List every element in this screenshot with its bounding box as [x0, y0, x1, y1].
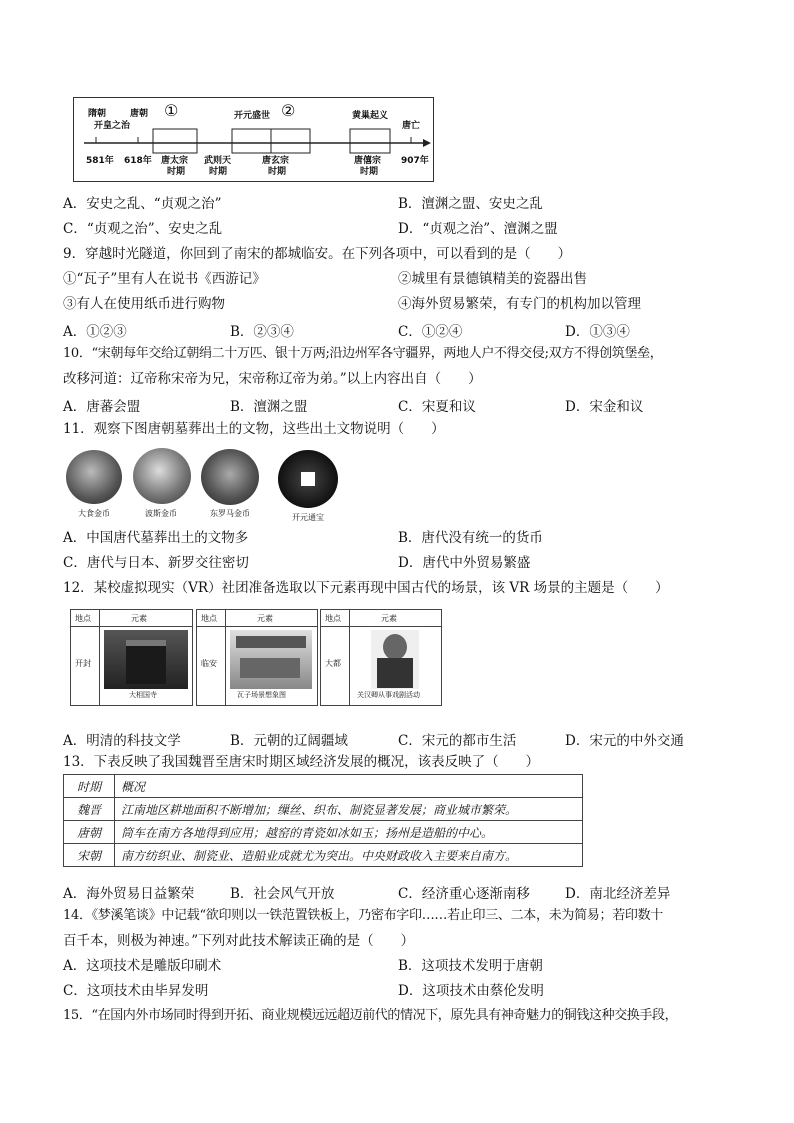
q13-option-d[interactable]: D．南北经济差异: [565, 886, 671, 902]
vr-panel-linan: [196, 609, 318, 706]
q13-option-c[interactable]: C．经济重心逐渐南移: [398, 886, 530, 902]
panel-caption: 关汉卿从事戏剧活动: [357, 691, 420, 699]
table-cell: 唐朝: [64, 821, 115, 844]
q9-option-b[interactable]: B．②③④: [230, 324, 294, 340]
tl-kaihuang: 开皇之治: [94, 121, 131, 131]
q9-item-4: ④海外贸易繁荣，有专门的机构加以管理: [398, 296, 641, 312]
coin-dashi-image: [66, 450, 122, 504]
panel-place: 大都: [325, 659, 341, 668]
table-cell: 筒车在南方各地得到应用；越窑的青瓷如冰如玉；扬州是造船的中心。: [115, 821, 583, 844]
panel-caption: 瓦子场景想象图: [237, 691, 286, 699]
table-header: 时期: [64, 775, 115, 798]
q11-option-a[interactable]: A．中国唐代墓葬出土的文物多: [63, 530, 249, 546]
q9-item-2: ②城里有景德镇精美的瓷器出售: [398, 271, 587, 287]
vr-panel-kaifeng: [70, 609, 193, 706]
table-header: 概况: [115, 775, 583, 798]
tl-blank-2: ②: [281, 101, 296, 120]
tl-taizong: 唐太宗: [161, 156, 189, 166]
tl-xizong-era: 时期: [360, 167, 379, 177]
tl-year-907: 907年: [401, 156, 429, 166]
q9-item-3: ③有人在使用纸币进行购物: [63, 296, 225, 312]
q14-stem-line2: 百千本，则极为神速。”下列对此技术解读正确的是（ ）: [63, 933, 415, 949]
q9-option-d[interactable]: D．①③④: [565, 324, 630, 340]
tl-wuzetian: 武则天: [204, 156, 232, 166]
q14-option-b[interactable]: B．这项技术发明于唐朝: [398, 958, 543, 974]
q13-option-b[interactable]: B．社会风气开放: [230, 886, 335, 902]
panel-place: 临安: [201, 659, 217, 668]
wazi-scene-image: [230, 630, 312, 689]
q10-option-d[interactable]: D．宋金和议: [565, 399, 644, 415]
table-cell: 宋朝: [64, 844, 115, 867]
coin-kaiyuan-image: [278, 450, 338, 508]
panel-header-element: 元素: [131, 614, 147, 623]
panel-caption: 大相国寺: [129, 691, 157, 699]
q11-option-b[interactable]: B．唐代没有统一的货币: [398, 530, 543, 546]
economy-table: [63, 774, 583, 867]
panel-header-place: 地点: [325, 614, 341, 623]
coin-caption-2: 波斯金币: [145, 509, 177, 518]
q10-option-b[interactable]: B．澶渊之盟: [230, 399, 308, 415]
tl-huangchao: 黄巢起义: [352, 111, 389, 121]
panel-header-place: 地点: [201, 614, 217, 623]
q9-item-1: ①“瓦子”里有人在说书《西游记》: [63, 271, 266, 287]
q9-option-a[interactable]: A．①②③: [63, 324, 127, 340]
q10-option-a[interactable]: A．唐蕃会盟: [63, 399, 141, 415]
table-row: [64, 844, 583, 867]
tl-blank-1: ①: [164, 101, 179, 120]
q14-option-d[interactable]: D．这项技术由蔡伦发明: [398, 983, 544, 999]
q12-option-a[interactable]: A．明清的科技文学: [63, 733, 181, 749]
table-cell: 南方纺织业、制瓷业、造船业成就尤为突出。中央财政收入主要来自南方。: [115, 844, 583, 867]
tl-xuanzong-era: 时期: [268, 167, 287, 177]
tl-kaiyuan: 开元盛世: [234, 111, 271, 121]
table-header-row: [64, 775, 583, 798]
panel-place: 开封: [75, 659, 91, 668]
q8-option-b[interactable]: B．澶渊之盟、安史之乱: [398, 196, 543, 212]
q12-option-d[interactable]: D．宋元的中外交通: [565, 733, 684, 749]
timeline-figure: [73, 97, 434, 182]
table-cell: 魏晋: [64, 798, 115, 821]
q13-option-a[interactable]: A．海外贸易日益繁荣: [63, 886, 195, 902]
vr-panel-dadu: [320, 609, 442, 706]
coin-caption-3: 东罗马金币: [210, 509, 250, 518]
square-hole: [301, 472, 315, 486]
q14-stem-line1: 14．《梦溪笔谈》中记载“欲印则以一铁范置铁板上，乃密布字印……若止印三、二本，未为简易；若印数十: [63, 908, 663, 923]
table-cell: 江南地区耕地面积不断增加；缫丝、织布、制瓷显著发展；商业城市繁荣。: [115, 798, 583, 821]
q10-stem-line1: 10．“宋朝每年交给辽朝绢二十万匹、银十万两;沿边州军各守疆界，两地人户不得交侵;双方不得创筑堡垒，: [63, 346, 663, 361]
q12-option-b[interactable]: B．元朝的辽阔疆域: [230, 733, 348, 749]
q11-stem: 11．观察下图唐朝墓葬出土的文物，这些出土文物说明（ ）: [63, 421, 445, 437]
guan-hanqing-image: [371, 630, 419, 689]
coin-caption-4: 开元通宝: [292, 513, 324, 522]
tl-xizong: 唐僖宗: [354, 156, 382, 166]
panel-header-element: 元素: [381, 614, 397, 623]
temple-image: [104, 630, 188, 689]
tl-taizong-era: 时期: [167, 167, 186, 177]
panel-header-place: 地点: [75, 614, 91, 623]
table-row: [64, 798, 583, 821]
q15-stem-line1: 15．“在国内外市场同时得到开拓、商业规模远远超迈前代的情况下，原先具有神奇魅力的铜钱这种交换手段，: [63, 1008, 678, 1023]
tl-tangwang: 唐亡: [402, 121, 421, 131]
coin-dongluoma-image: [201, 449, 259, 505]
q14-option-a[interactable]: A．这项技术是雕版印刷术: [63, 958, 222, 974]
q8-option-d[interactable]: D．“贞观之治”、澶渊之盟: [398, 221, 558, 237]
q8-option-a[interactable]: A．安史之乱、“贞观之治”: [63, 196, 222, 212]
q13-stem: 13．下表反映了我国魏晋至唐宋时期区域经济发展的概况，该表反映了（ ）: [63, 754, 540, 770]
q10-option-c[interactable]: C．宋夏和议: [398, 399, 476, 415]
table-row: [64, 821, 583, 844]
q14-option-c[interactable]: C．这项技术由毕昇发明: [63, 983, 209, 999]
coin-bosi-image: [133, 448, 191, 504]
q11-option-d[interactable]: D．唐代中外贸易繁盛: [398, 555, 531, 571]
q9-option-c[interactable]: C．①②④: [398, 324, 463, 340]
coin-caption-1: 大食金币: [78, 509, 110, 518]
panel-header-element: 元素: [257, 614, 273, 623]
tl-wuzetian-era: 时期: [209, 167, 228, 177]
tl-xuanzong: 唐玄宗: [262, 156, 290, 166]
tl-sui: 隋朝: [88, 109, 107, 119]
q8-option-c[interactable]: C．“贞观之治”、安史之乱: [63, 221, 223, 237]
q10-stem-line2: 改移河道：辽帝称宋帝为兄，宋帝称辽帝为弟。”以上内容出自（ ）: [63, 371, 482, 387]
tl-tang: 唐朝: [130, 109, 149, 119]
q9-stem: 9．穿越时光隧道，你回到了南宋的都城临安。在下列各项中，可以看到的是（ ）: [63, 246, 572, 262]
q12-stem: 12．某校虚拟现实（VR）社团准备选取以下元素再现中国古代的场景，该 VR 场景的主题是（ ）: [63, 580, 669, 596]
q12-option-c[interactable]: C．宋元的都市生活: [398, 733, 517, 749]
tl-year-618: 618年: [124, 156, 152, 166]
q11-option-c[interactable]: C．唐代与日本、新罗交往密切: [63, 555, 249, 571]
tl-year-581: 581年: [86, 156, 114, 166]
